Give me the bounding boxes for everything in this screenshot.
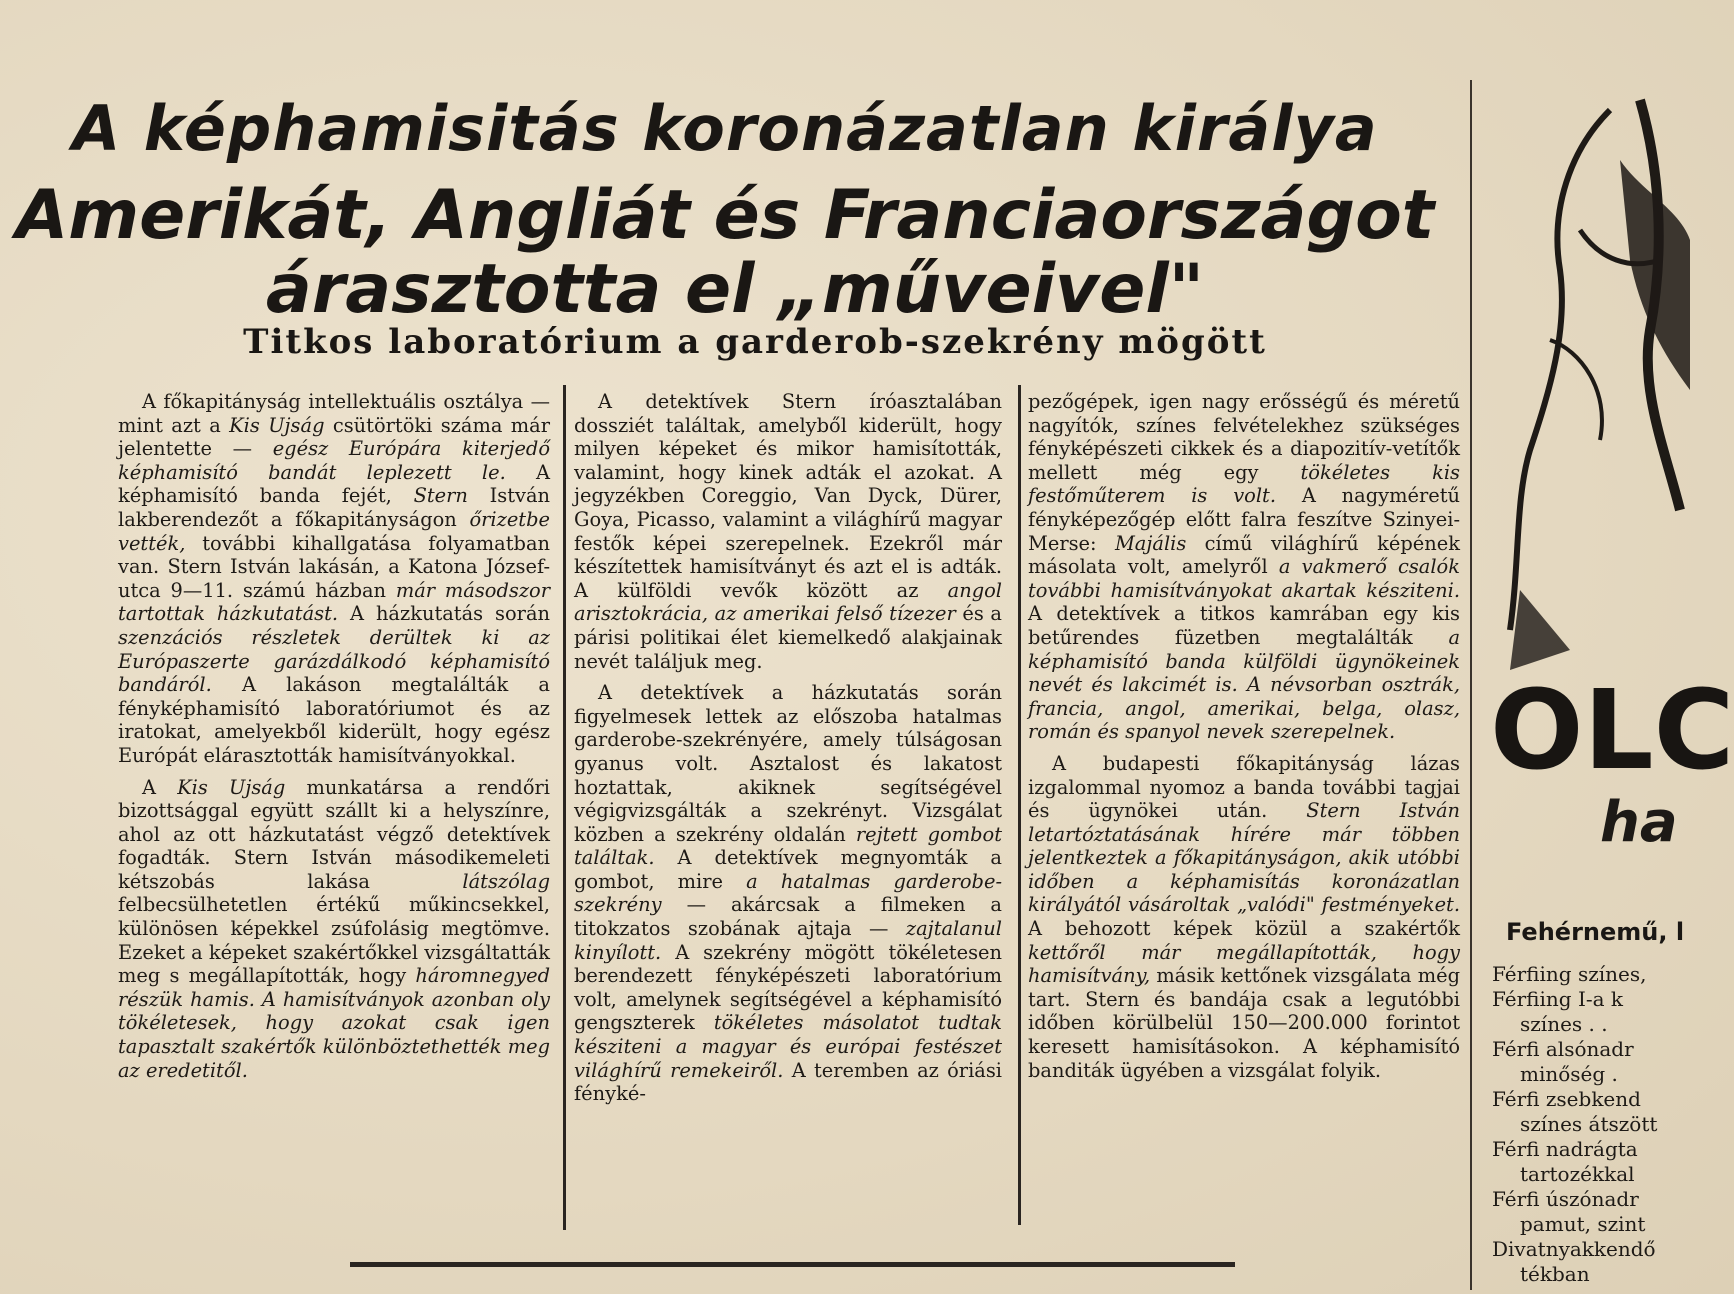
advertisement-illustration <box>1490 90 1690 680</box>
advertisement-subtitle: ha <box>1600 790 1678 855</box>
list-item: Férfi nadrágta <box>1492 1137 1638 1161</box>
paragraph: A főkapitányság intellektuális osztálya — mint azt a Kis Ujság csütörtöki száma már jelentette — egész Európára kiterjedő képhamisító bandát leplezett le. A képhamisító banda fejét, Stern István lakberendezőt a főkapitányságon őrizetbe vették, további kihallgatása folyamatban van. Stern István lakásán, a Katona József-utca 9—11. számú házban már másodszor tartottak házkutatást. A házkutatás során szenzációs részletek derültek ki az Európaszerte garázdálkodó képhamisító bandáról. A lakáson megtalálták a fényképhamisító laboratóriumot és az iratokat, amelyekből kiderült, hogy egész Európát elárasztották hamisítványokkal. <box>118 390 551 767</box>
list-item: pamut, szint <box>1520 1212 1646 1236</box>
article-end-rule <box>350 1262 1235 1267</box>
headline-kicker: A képhamisitás koronázatlan királya <box>72 92 1378 165</box>
list-item: minőség . <box>1520 1062 1618 1086</box>
list-item: tartozékkal <box>1520 1162 1635 1186</box>
paragraph: A detektívek a házkutatás során figyelmesek lettek az előszoba hatalmas garderobe-szekrényére, amely túlságosan gyanus volt. Asztalost és lakatost hoztattak, akiknek segítségével végigvizsgálták a szekrényt. Vizsgálat közben a szekrény oldalán rejtett gombot találtak. A detektívek megnyomták a gombot, mire a hatalmas garderobe-szekrény — akárcsak a filmeken a titokzatos szobának ajtaja — zajtalanul kinyílott. A szekrény mögött tökéletesen berendezett fényképészeti laboratórium volt, amelynek segítségével a képhamisító gengszterek tökéletes másolatot tudtak késziteni a magyar és európai festészet világhírű remekeiről. A teremben az óriási fényké- <box>574 681 1002 1106</box>
list-item: Férfi zsebkend <box>1492 1087 1641 1111</box>
article-column-2 <box>574 390 1002 1106</box>
headline-main-line1: Amerikát, Angliát és Franciaországot <box>15 176 1435 255</box>
list-item: Férfi úszónadr <box>1492 1187 1639 1211</box>
paragraph: A Kis Ujság munkatársa a rendőri bizottsággal együtt szállt ki a helyszínre, ahol az ott házkutatást végző detektívek fogadták. Stern István másodikemeleti kétszobás lakása látszólag felbecsülhetetlen értékű műkincsekkel, különösen képekkel zsúfolásig megtömve. Ezeket a képeket szakértőkkel vizsgáltatták meg s megállapították, hogy háromnegyed részük hamis. A hamisítványok azonban oly tökéletesek, hogy azokat csak igen tapasztalt szakértők különböztethették meg az eredetitől. <box>118 775 550 1082</box>
article-column-3 <box>1028 390 1460 1082</box>
column-divider <box>563 385 566 1230</box>
list-item: Divatnyakkendő <box>1492 1237 1656 1261</box>
advertisement-title: OLC <box>1490 666 1734 794</box>
list-item: Férfiing színes, <box>1492 962 1647 986</box>
list-item: színes átszött <box>1520 1112 1658 1136</box>
column-divider <box>1018 385 1021 1225</box>
list-item: Férfi alsónadr <box>1492 1037 1634 1061</box>
paragraph: pezőgépek, igen nagy erősségű és méretű nagyítók, színes felvételekhez szükséges fényképészeti cikkek és a diapozitív-vetítők mellett még egy tökéletes kis festőműterem is volt. A nagyméretű fényképezőgép előtt falra feszítve Szinyei-Merse: Majális című világhírű képének másolata volt, amelyről a vakmerő csalók további hamisítványokat akartak késziteni. A detektívek a titkos kamrában egy kis betűrendes füzetben megtalálták a képhamisító banda külföldi ügynökeinek nevét és lakcimét is. A névsorban osztrák, francia, angol, amerikai, belga, olasz, román és spanyol nevek szerepelnek. <box>1028 390 1461 744</box>
list-item: tékban <box>1520 1262 1590 1286</box>
headline-main-line2: árasztotta el „műveivel" <box>265 250 1205 329</box>
page-divider <box>1470 80 1472 1290</box>
advertisement-heading: Fehérnemű, l <box>1506 918 1685 946</box>
advertisement-price-list <box>1492 962 1692 1287</box>
headline-subtitle: Titkos laboratórium a garderob-szekrény mögött <box>243 322 1267 362</box>
list-item: színes . . <box>1520 1012 1608 1036</box>
list-item: Férfiing I-a k <box>1492 987 1624 1011</box>
fashion-figure-icon <box>1490 90 1690 680</box>
paragraph: A detektívek Stern íróasztalában dossziét találtak, amelyből kiderült, hogy milyen képeket és mikor hamisították, valamint, hogy kinek adták el azokat. A jegyzékben Coreggio, Van Dyck, Dürer, Goya, Picasso, valamint a világhírű magyar festők képei szerepelnek. Ezekről már készítettek hamisítványt és azt el is adták. A külföldi vevők között az angol arisztokrácia, az amerikai felső tízezer és a párisi politikai élet kiemelkedő alakjainak nevét találjuk meg. <box>574 390 1002 673</box>
article-column-1 <box>118 390 550 1082</box>
paragraph: A budapesti főkapitányság lázas izgalommal nyomoz a banda további tagjai és ügynökei után. Stern István letartóztatásának hírére már többen jelentkeztek a főkapitányságon, akik utóbbi időben a képhamisítás koronázatlan királyától vásároltak „valódi" festményeket. A behozott képek közül a szakértők kettőről már megállapították, hogy hamisítvány, másik kettőnek vizsgálata még tart. Stern és bandája csak a legutóbbi időben körülbelül 150—200.000 forintot keresett hamisításokon. A képhamisító banditák ügyében a vizsgálat folyik. <box>1028 751 1460 1082</box>
